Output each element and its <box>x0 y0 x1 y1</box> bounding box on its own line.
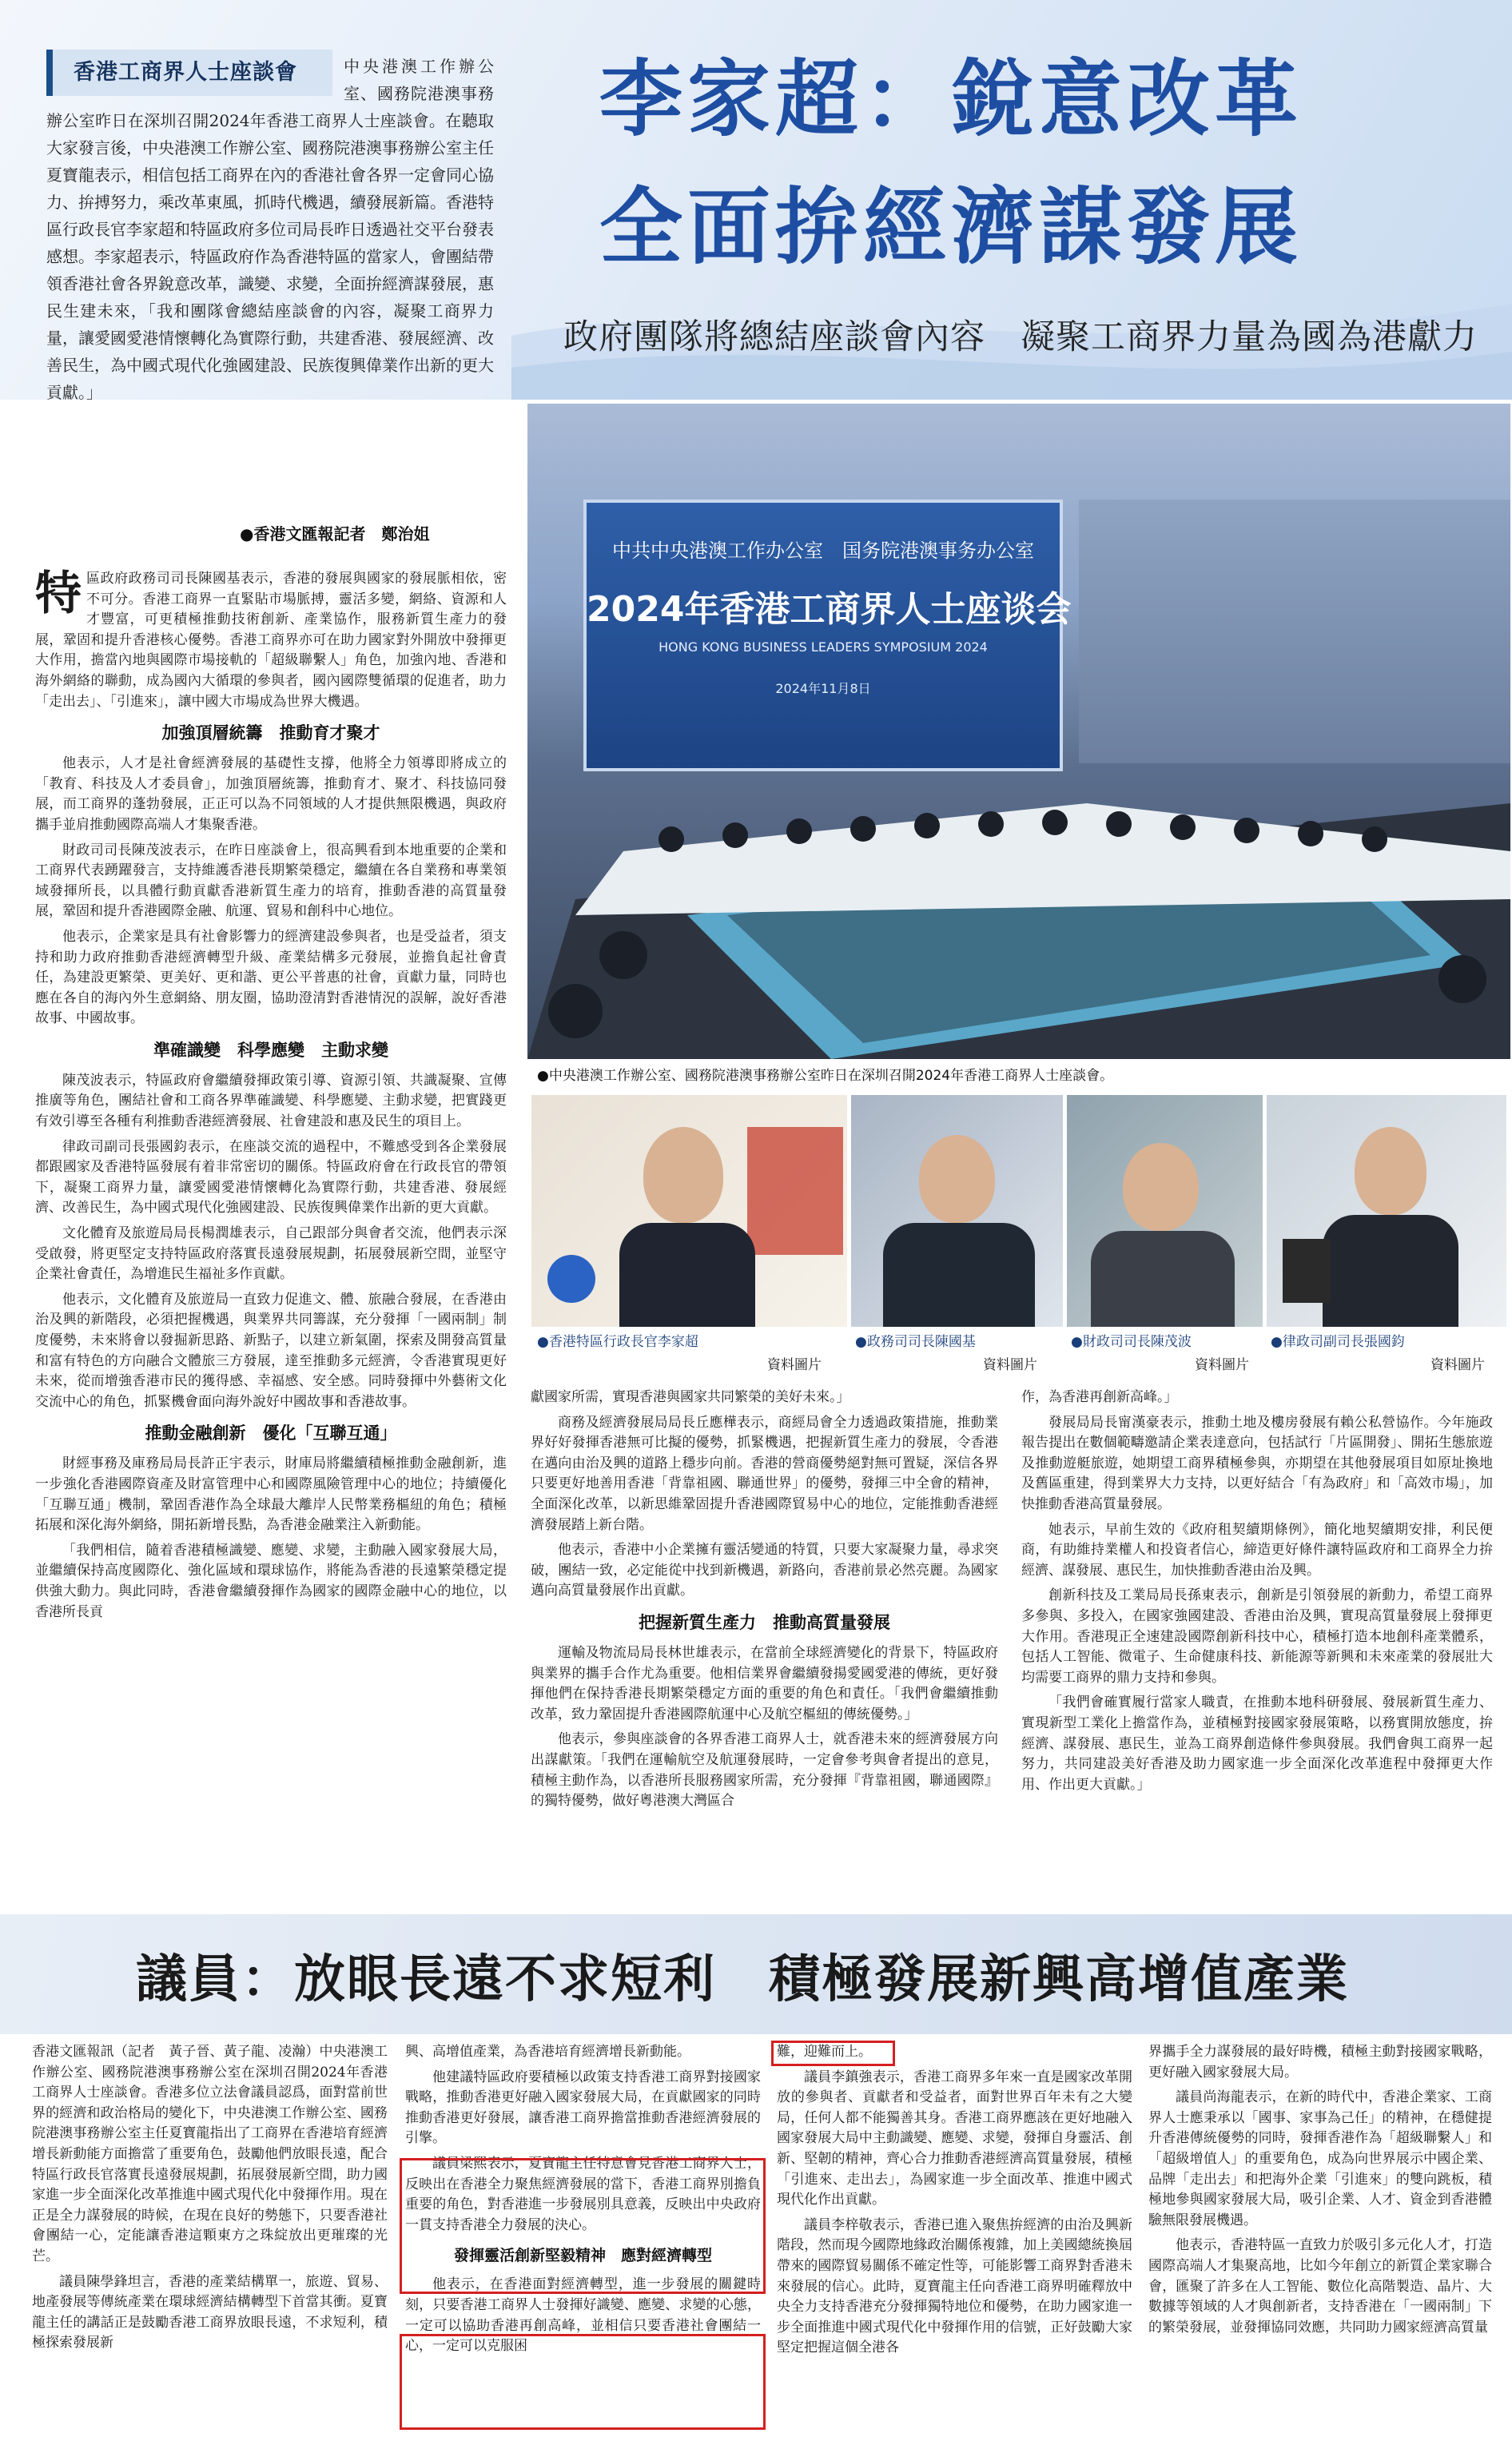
portrait-photo-2 <box>851 1095 1063 1327</box>
main-photo-caption: ●中央港澳工作辦公室、國務院港澳事務辦公室昨日在深圳召開2024年香港工商界人士座談會。 <box>537 1068 1114 1084</box>
section-heading: 發揮靈活創新堅毅精神 應對經濟轉型 <box>453 2247 712 2265</box>
bottom-column-4 <box>1148 2042 1492 2343</box>
article-paragraph: 香港文匯報訊（記者 黃子晉、黃子龍、凌瀚）中央港澳工作辦公室、國務院港澳事務辦公室在深圳召開2024年香港工商界人士座談會。香港多位立法會議員認爲，面對當前世界的經濟和政治格局的變化下，中央港澳工作辦公室、國務院港澳事務辦公室主任夏寶龍指出了工商界在香港培育經濟增長新動能方面擔當了重要角色，鼓勵他們放眼長遠，配合特區行政長官落實長遠發展規劃，拓展發展新空間，助力國家進一步全面深化改革推進中國式現代化中發揮作用。現在正是全力謀發展的時候，在現在良好的勢態下，只要香港社會團結一心，定能讓香港這顆東方之珠綻放出更璀璨的光芒。 <box>32 2044 388 2264</box>
article-paragraph: 興、高增值產業，為香港培育經濟增長新動能。 <box>405 2044 690 2060</box>
banner-line-1: 中共中央港澳工作办公室 国务院港澳事务办公室 <box>612 540 1034 562</box>
article-paragraph: 作，為香港再創新高峰。」 <box>1021 1389 1178 1405</box>
left-article-column <box>35 566 507 1627</box>
portrait-photo-3 <box>1067 1095 1263 1327</box>
article-paragraph: 他表示，參與座談會的各界香港工商界人士，就香港未來的經濟發展方向出謀獻策。「我們在運輸航空及航運發展時，一定會參考與會者提出的意見，積極主動作為，以香港所長服務國家所需，充分發揮『背靠祖國，聯通國際』的獨特優勢，做好粵港澳大灣區合 <box>531 1731 998 1810</box>
article-paragraph: 他表示，人才是社會經濟發展的基礎性支撐，他將全力領導即將成立的「教育、科技及人才委員會」，加強頂層統籌，推動育才、聚才、科技協同發展，而工商界的蓬勃發展，正正可以為不同領域的人才提供無限機遇，與政府攜手並肩推動國際高端人才集聚香港。 <box>35 755 507 833</box>
bottom-section-title: 議員：放眼長遠不求短利 積極發展新興高增值產業 <box>136 1950 1349 2009</box>
article-paragraph: 議員李梓敬表示，香港已進入聚焦拚經濟的由治及興新階段，然而現今國際地緣政治關係複雜，加上美國總統換屆帶來的國際貿易關係不確定性等，可能影響工商界對香港未來發展的信心。此時，夏寶龍主任向香港工商界明確釋放中央全力支持香港充分發揮獨特地位和優勢，在助力國家進一步全面推進中國式現代化中發揮作用的信號，正好鼓勵大家堅定把握這個全港各 <box>777 2216 1132 2356</box>
banner-date: 2024年11月8日 <box>775 681 871 696</box>
portrait-caption-3: ●財政司司長陳茂波 <box>1071 1334 1192 1350</box>
article-paragraph: 他表示，香港中小企業擁有靈活變通的特質，只要大家凝聚力量，尋求突破，團結一致，必定能從中找到新機遇，新路向，香港前景必然亮麗。為國家邁向高質量發展作出貢獻。 <box>531 1542 998 1599</box>
article-paragraph: 文化體育及旅遊局局長楊潤雄表示，自己跟部分與會者交流，他們表示深受啟發，將更堅定支持特區政府落實長遠發展規劃，拓展發展新空間，並堅守企業社會責任，為增進民生福祉多作貢獻。 <box>35 1225 507 1283</box>
article-paragraph: 她表示，早前生效的《政府租契續期條例》，簡化地契續期安排，利民便商，有助維持業權人和投資者信心，締造更好條件讓特區政府和工商界全力拚經濟、謀發展、惠民生，加快推動香港由治及興。 <box>1021 1521 1493 1579</box>
article-paragraph: 他表示，企業家是具有社會影響力的經濟建設參與者，也是受益者，須支持和助力政府推動香港經濟轉型升級、產業結構多元發展，並擔負起社會責任，為建設更繁榮、更美好、更和諧、更公平普惠的社會，貢獻力量，同時也應在各自的海內外生意網絡、朋友圈，協助澄清對香港情況的誤解，說好香港故事、中國故事。 <box>35 928 507 1027</box>
article-paragraph: 財經事務及庫務局局長許正宇表示，財庫局將繼續積極推動金融創新，進一步強化香港國際資產及財富管理中心和國際風險管理中心的地位；持續優化「互聯互通」機制，鞏固香港作為全球最大離岸人民幣業務樞紐的角色；積極拓展和深化海外網絡，開拓新增長點，為香港金融業注入新動能。 <box>35 1455 507 1534</box>
article-paragraph: 界攜手全力謀發展的最好時機，積極主動對接國家戰略，更好融入國家發展大局。 <box>1148 2044 1492 2081</box>
section-heading: 準確識變 科學應變 主動求變 <box>153 1040 388 1060</box>
photo-conference-table <box>527 404 1510 1059</box>
portrait-credit-1: 資料圖片 <box>767 1357 822 1373</box>
intro-byline: ●香港文匯報記者 鄭治姐 <box>240 524 430 544</box>
intro-tag-label: 香港工商界人士座談會 <box>74 60 297 85</box>
article-paragraph: 他表示，文化體育及旅遊局一直致力促進文、體、旅融合發展，在香港由治及興的新階段，必須把握機遇，與業界共同籌謀，充分發揮「一國兩制」制度優勢，未來將會以發掘新思路、新點子，以建立新氣圍，探索及開發高質量和富有特色的方向融合文體旅三方發展，達至推動多元經濟，令香港實現更好未來，從而增強香港市民的獲得感、幸福感、安全感。同時發揮中外藝術文化交流中心的角色，抓緊機會面向海外說好中國故事和香港故事。 <box>35 1291 507 1410</box>
article-paragraph: 發展局局長甯漢豪表示，推動土地及樓房發展有賴公私營協作。今年施政報告提出在數個範疇邀請企業表達意向，包括試行「片區開發」、開拓生態旅遊及推動遊艇旅遊，她期望工商界積極參與，亦期望在其他發展項目如原址換地及舊區重建，得到業界大力支持，以更好結合「有為政府」和「高效市場」，加快推動香港高質量發展。 <box>1021 1414 1493 1512</box>
article-paragraph: 運輸及物流局局長林世雄表示，在當前全球經濟變化的背景下，特區政府與業界的攜手合作尤為重要。他相信業界會繼續發揚愛國愛港的傳統，更好發揮他們在保持香港長期繁榮穩定方面的重要的角色和責任。「我們會繼續推動改革，致力鞏固提升香港國際航運中心及航空樞紐的傳統優勢。」 <box>531 1644 998 1722</box>
article-paragraph: 特區政府政務司司長陳國基表示，香港的發展與國家的發展脈相依，密不可分。香港工商界一直緊貼市場脈搏，靈活多變，網絡、資源和人才豐富，可更積極推動技術創新、產業協作，服務新質生產力的發展，鞏固和提升香港核心優勢。香港工商界亦可在助力國家對外開放中發揮更大作用，擔當內地與國際市場接軌的「超級聯繫人」角色，加強內地、香港和海外網絡的聯動，成為國內大循環的參與者，國內國際雙循環的促進者，助力「走出去」、「引進來」，讓中國大市場成為世界大機遇。 <box>35 566 507 710</box>
headline-line-2: 全面拚經濟謀發展 <box>599 178 1303 276</box>
intro-text-block <box>46 53 494 406</box>
highlighted-paragraph: 他表示，在香港面對經濟轉型，進一步發展的關鍵時刻，只要香港工商界人士發揮好識變、應變、求變的心態，一定可以協助香港再創高峰，並相信只要香港社會團結一心，一定可以克服困 <box>405 2276 761 2355</box>
headline-line-1: 李家超：銳意改革 <box>599 50 1303 148</box>
article-paragraph: 商務及經濟發展局局長丘應樺表示，商經局會全力透過政策措施，推動業界好好發揮香港無可比擬的優勢，抓緊機遇，把握新質生產力的發展，令香港在邁向由治及興的道路上穩步向前。香港的營商優勢絕對無可置疑，深信各界只要更好地善用香港「背靠祖國、聯通世界」的優勢，發揮三中全會的精神，全面深化改革，以新思維鞏固提升香港國際貿易中心的地位，定能推動香港經濟發展踏上新台階。 <box>531 1414 998 1533</box>
right-article-column <box>1021 1388 1493 1800</box>
main-photo-symposium <box>527 404 1510 1059</box>
bottom-column-1 <box>32 2042 388 2359</box>
middle-article-column <box>531 1388 998 1817</box>
highlight-box-3 <box>771 2041 895 2066</box>
article-paragraph: 議員李鎮強表示，香港工商界多年來一直是國家改革開放的參與者、貢獻者和受益者，面對世界百年未有之大變局，任何人都不能獨善其身。香港工商界應該在更好地融入國家發展大局中主動識變、應變、求變，發揮自身靈活、創新、堅韌的精神，齊心合力推動香港經濟高質量發展，積極「引進來、走出去」，為國家進一步全面改革、推進中國式現代化作出貢獻。 <box>777 2069 1132 2208</box>
article-paragraph: 他建議特區政府要積極以政策支持香港工商界對接國家戰略，推動香港更好融入國家發展大局，在貢獻國家的同時推動香港更好發展，讓香港工商界擔當推動香港經濟發展的引擎。 <box>405 2069 761 2147</box>
section-heading: 加強頂層統籌 推動育才聚才 <box>161 723 380 743</box>
portrait-caption-1: ●香港特區行政長官李家超 <box>537 1334 698 1350</box>
portrait-photo-1 <box>531 1095 847 1327</box>
article-paragraph: 律政司副司長張國鈞表示，在座談交流的過程中，不難感受到各企業發展都跟國家及香港特區發展有着非常密切的關係。特區政府會在行政長官的帶領下，凝聚工商界力量，讓愛國愛港情懷轉化為實際行動，共建香港、發展經濟、改善民生，為中國式現代化強國建設、民族復興偉業作出新的更大貢獻。 <box>35 1138 507 1217</box>
portrait-caption-4: ●律政司副司長張國鈞 <box>1271 1334 1405 1350</box>
article-paragraph: 「我們相信，隨着香港積極識變、應變、求變，主動融入國家發展大局，並繼續保持高度國際化、強化區域和環球協作，將能為香港的長遠繁榮穩定提供強大動力。與此同時，香港會繼續發揮作為國家的國際金融中心的地位，以香港所長貢 <box>35 1542 507 1620</box>
intro-paragraph: 中央港澳工作辦公室、國務院港澳事務辦公室昨日在深圳召開2024年香港工商界人士座談會。在聽取大家發言後，中央港澳工作辦公室、國務院港澳事務辦公室主任夏寶龍表示，相信包括工商界在內的香港社會各界一定會同心協力、拚搏努力，乘改革東風，抓時代機遇，續發展新篇。香港特區行政長官李家超和特區政府多位司局長昨日透過社交平台發表感想。李家超表示，特區政府作為香港特區的當家人，會團結帶領香港社會各界銳意改革，識變、求變，全面拚經濟謀發展，惠民生建未來，「我和團隊會總結座談會的內容，凝聚工商界力量，讓愛國愛港情懷轉化為實際行動，共建香港、發展經濟、改善民生，為中國式現代化強國建設、民族復興偉業作出新的更大貢獻。」 <box>46 57 494 402</box>
highlight-box-2 <box>400 2334 766 2430</box>
banner-line-2: 2024年香港工商界人士座谈会 <box>587 589 1072 630</box>
article-paragraph: 他表示，香港特區一直致力於吸引多元化人才，打造國際高端人才集聚高地，比如今年創立的新質企業家聯合會，匯聚了許多在人工智能、數位化高階製造、晶片、大數據等領域的人才與創新者，支持香港在「一國兩制」下的繁榮發展，並發揮協同效應，共同助力國家經濟高質量 <box>1148 2237 1492 2335</box>
article-paragraph: 創新科技及工業局局長孫東表示，創新是引領發展的新動力，希望工商界多參與、多投入，在國家強國建設、香港由治及興，實現高質量發展上發揮更大作用。香港現正全速建設國際創新科技中心，積極打造本地創科產業體系，包括人工智能、微電子、生命健康科技、新能源等新興和未來產業的發展壯大均需要工商界的鼎力支持和參與。 <box>1021 1587 1493 1686</box>
section-heading: 推動金融創新 優化「互聯互通」 <box>145 1424 397 1443</box>
article-paragraph: 財政司司長陳茂波表示，在昨日座談會上，很高興看到本地重要的企業和工商界代表踴躍發言，支持維護香港長期繁榮穩定，繼續在各自業務和專業領域發揮所長，以具體行動貢獻香港新質生產力的培育，推動香港的高質量發展，鞏固和提升香港國際金融、航運、貿易和創科中心地位。 <box>35 842 507 920</box>
highlight-box-1 <box>400 2158 766 2294</box>
article-paragraph: 議員陳學鋒坦言，香港的產業結構單一，旅遊、貿易、地產發展等傳統產業在環球經濟結構轉型下首當其衝。夏寶龍主任的講話正是鼓勵香港工商界放眼長遠，不求短利，積極探索發展新 <box>32 2273 388 2351</box>
portrait-credit-2: 資料圖片 <box>983 1357 1037 1373</box>
banner-line-3: HONG KONG BUSINESS LEADERS SYMPOSIUM 2024 <box>659 639 988 655</box>
bottom-column-3 <box>777 2042 1132 2363</box>
article-paragraph: 「我們會確實履行當家人職責，在推動本地科研發展、發展新質生產力、實現新型工業化上擔當作為，並積極對接國家發展策略，以務實開放態度，拚經濟、謀發展、惠民生，並為工商界創造條件參與發展。我們會與工商界一起努力，共同建設美好香港及助力國家進一步全面深化改革進程中發揮更大作用、作出更大貢獻。」 <box>1021 1694 1493 1793</box>
subheadline: 政府團隊將總結座談會內容 凝聚工商界力量為國為港獻力 <box>563 317 1478 357</box>
drop-cap: 特 <box>35 566 82 620</box>
article-paragraph: 獻國家所需，實現香港與國家共同繁榮的美好未來。」 <box>531 1389 850 1405</box>
portrait-photo-4 <box>1267 1095 1506 1327</box>
highlighted-paragraph: 議員梁熙表示，夏寶龍主任特意會見香港工商界人士，反映出在香港全力聚焦經濟發展的當下，香港工商界別擔負重要的角色，對香港進一步發展別具意義，反映出中央政府一貫支持香港全力發展的決心。 <box>405 2155 761 2233</box>
section-heading: 把握新質生產力 推動高質量發展 <box>639 1612 890 1632</box>
article-paragraph: 議員尚海龍表示，在新的時代中，香港企業家、工商界人士應秉承以「國事、家事為己任」的精神，在穩健提升香港傳統優勢的同時，發揮香港作為「超級聯繫人」和「超級增值人」的重要角色，成為向世界展示中國企業、品牌「走出去」和把海外企業「引進來」的雙向跳板，積極地參與國家發展大局，吸引企業、人才、資金到香港體驗無限發展機遇。 <box>1148 2089 1492 2228</box>
article-paragraph: 陳茂波表示，特區政府會繼續發揮政策引導、資源引領、共識凝聚、宣傳推廣等角色，團結社會和工商各界準確識變、科學應變、主動求變，把實踐更有效引導至各種有利推動香港經濟發展、社會建設和惠及民生的項目上。 <box>35 1072 507 1130</box>
highlighted-paragraph: 難，迎難而上。 <box>777 2044 872 2060</box>
portrait-credit-3: 資料圖片 <box>1195 1357 1249 1373</box>
portrait-credit-4: 資料圖片 <box>1430 1357 1485 1373</box>
portrait-caption-2: ●政務司司長陳國基 <box>855 1334 976 1350</box>
